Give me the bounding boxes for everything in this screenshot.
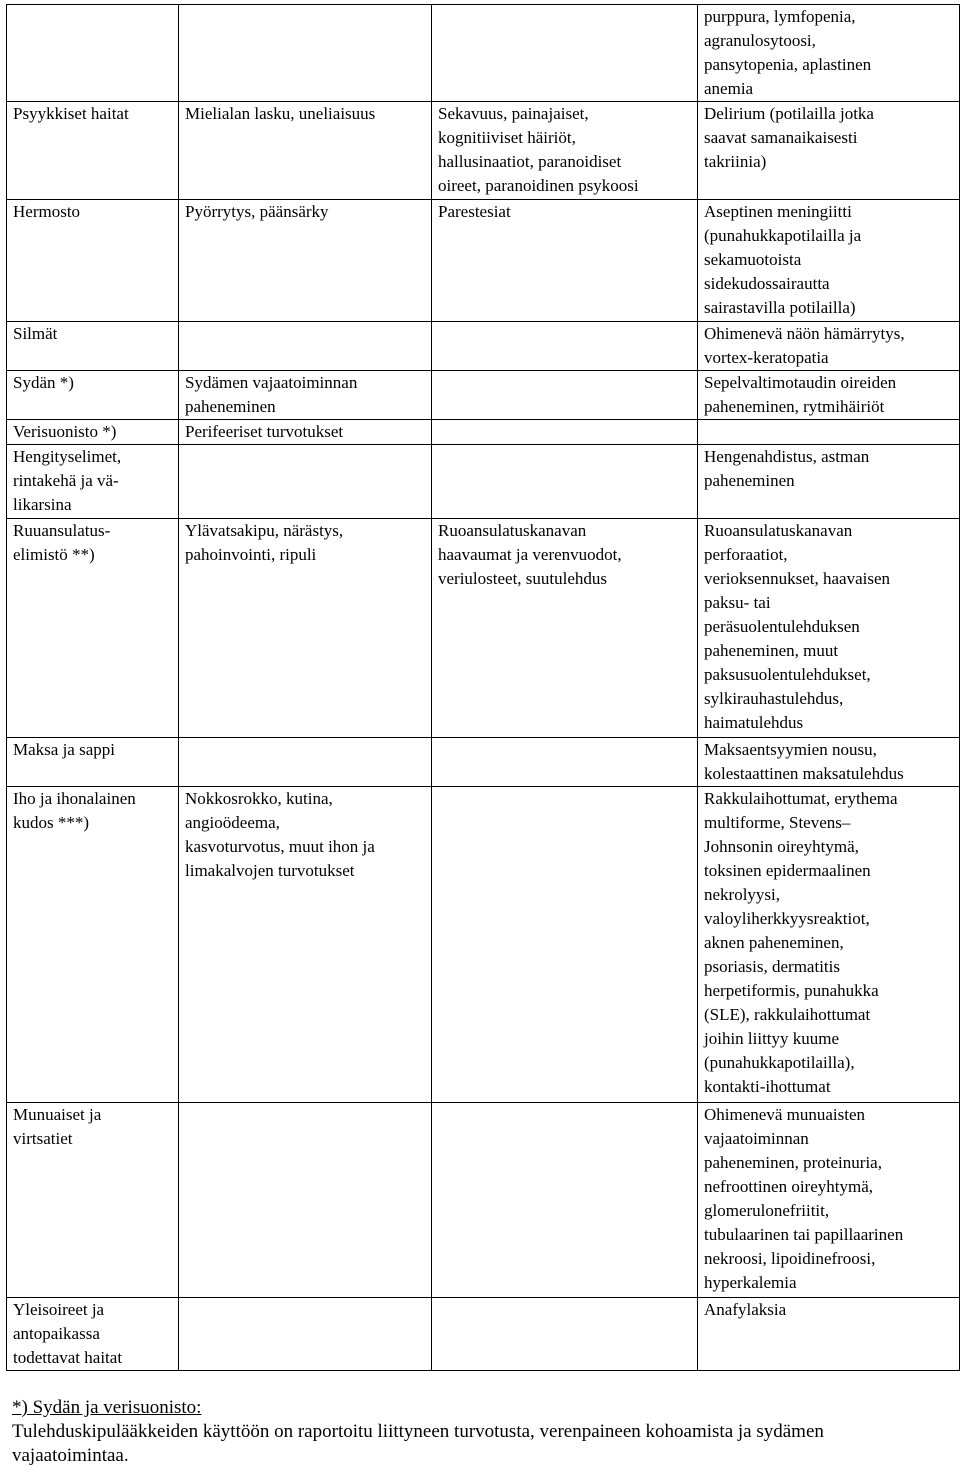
- uncommon-effects-cell: [432, 1298, 698, 1371]
- uncommon-effects-cell: [432, 322, 698, 371]
- table-row: [7, 738, 960, 787]
- footnote-title: *) Sydän ja verisuonisto:: [12, 1397, 202, 1418]
- common-effects-cell: [179, 1298, 432, 1371]
- adverse-effects-table: [6, 4, 960, 1371]
- rare-effects-cell: Aseptinen meningiitti (punahukkapotilailla ja sekamuotoista sidekudossairautta sairastavilla potilailla): [698, 200, 960, 322]
- rare-effects-cell: Ohimenevä munuaisten vajaatoiminnan paheneminen, proteinuria, nefroottinen oireyhtymä, glomerulonefriitit, tubulaarinen tai papillaarinen nekroosi, lipoidinefroosi, hyperkalemia: [698, 1103, 960, 1298]
- uncommon-effects-cell: Sekavuus, painajaiset, kognitiiviset häiriöt, hallusinaatiot, paranoidiset oireet, paranoidinen psykoosi: [432, 102, 698, 200]
- uncommon-effects-cell: [432, 787, 698, 1103]
- uncommon-effects-cell: Parestesiat: [432, 200, 698, 322]
- common-effects-cell: [179, 1103, 432, 1298]
- common-effects-cell: Mielialan lasku, uneliaisuus: [179, 102, 432, 200]
- rare-effects-cell: [698, 420, 960, 445]
- organ-class-cell: [7, 5, 179, 102]
- organ-class-cell: Hengityselimet, rintakehä ja vä- likarsina: [7, 445, 179, 519]
- common-effects-cell: Sydämen vajaatoiminnan paheneminen: [179, 371, 432, 420]
- table-row: [7, 787, 960, 1103]
- organ-class-cell: Silmät: [7, 322, 179, 371]
- organ-class-cell: Iho ja ihonalainen kudos ***): [7, 787, 179, 1103]
- rare-effects-cell: Maksaentsyymien nousu, kolestaattinen maksatulehdus: [698, 738, 960, 787]
- table-row: [7, 200, 960, 322]
- organ-class-cell: Munuaiset ja virtsatiet: [7, 1103, 179, 1298]
- common-effects-cell: [179, 445, 432, 519]
- organ-class-cell: Verisuonisto *): [7, 420, 179, 445]
- table-row: [7, 102, 960, 200]
- table-row: [7, 1103, 960, 1298]
- table-row: [7, 1298, 960, 1371]
- footnote: [12, 1396, 932, 1468]
- common-effects-cell: [179, 5, 432, 102]
- organ-class-cell: Yleisoireet ja antopaikassa todettavat haitat: [7, 1298, 179, 1371]
- uncommon-effects-cell: [432, 1103, 698, 1298]
- rare-effects-cell: purppura, lymfopenia, agranulosytoosi, pansytopenia, aplastinen anemia: [698, 5, 960, 102]
- uncommon-effects-cell: [432, 371, 698, 420]
- footnote-text: Tulehduskipulääkkeiden käyttöön on raportoitu liittyneen turvotusta, verenpaineen kohoamista ja sydämen vajaatoimintaa.: [12, 1421, 824, 1466]
- common-effects-cell: [179, 738, 432, 787]
- table-row: [7, 519, 960, 738]
- common-effects-cell: Ylävatsakipu, närästys, pahoinvointi, ripuli: [179, 519, 432, 738]
- rare-effects-cell: Sepelvaltimotaudin oireiden paheneminen, rytmihäiriöt: [698, 371, 960, 420]
- table-row: [7, 5, 960, 102]
- organ-class-cell: Hermosto: [7, 200, 179, 322]
- table-row: [7, 322, 960, 371]
- rare-effects-cell: Hengenahdistus, astman paheneminen: [698, 445, 960, 519]
- rare-effects-cell: Ruoansulatuskanavan perforaatiot, verioksennukset, haavaisen paksu- tai peräsuolentulehduksen paheneminen, muut paksusuolentulehdukset, sylkirauhastulehdus, haimatulehdus: [698, 519, 960, 738]
- table-row: [7, 420, 960, 445]
- uncommon-effects-cell: [432, 420, 698, 445]
- common-effects-cell: Nokkosrokko, kutina, angioödeema, kasvoturvotus, muut ihon ja limakalvojen turvotukset: [179, 787, 432, 1103]
- uncommon-effects-cell: Ruoansulatuskanavan haavaumat ja verenvuodot, veriulosteet, suutulehdus: [432, 519, 698, 738]
- rare-effects-cell: Rakkulaihottumat, erythema multiforme, Stevens– Johnsonin oireyhtymä, toksinen epidermaalinen nekrolyysi, valoyliherkkyysreaktiot, aknen paheneminen, psoriasis, dermatitis herpetiformis, punahukka (SLE), rakkulaihottumat joihin liittyy kuume (punahukkapotilailla), kontakti-ihottumat: [698, 787, 960, 1103]
- organ-class-cell: Maksa ja sappi: [7, 738, 179, 787]
- organ-class-cell: Ruuansulatus- elimistö **): [7, 519, 179, 738]
- adverse-effects-table-body: [7, 5, 960, 1371]
- rare-effects-cell: Delirium (potilailla jotka saavat samanaikaisesti takriinia): [698, 102, 960, 200]
- uncommon-effects-cell: [432, 738, 698, 787]
- table-row: [7, 445, 960, 519]
- uncommon-effects-cell: [432, 5, 698, 102]
- common-effects-cell: Pyörrytys, päänsärky: [179, 200, 432, 322]
- common-effects-cell: Perifeeriset turvotukset: [179, 420, 432, 445]
- organ-class-cell: Sydän *): [7, 371, 179, 420]
- rare-effects-cell: Anafylaksia: [698, 1298, 960, 1371]
- uncommon-effects-cell: [432, 445, 698, 519]
- organ-class-cell: Psyykkiset haitat: [7, 102, 179, 200]
- rare-effects-cell: Ohimenevä näön hämärrytys, vortex-keratopatia: [698, 322, 960, 371]
- common-effects-cell: [179, 322, 432, 371]
- table-row: [7, 371, 960, 420]
